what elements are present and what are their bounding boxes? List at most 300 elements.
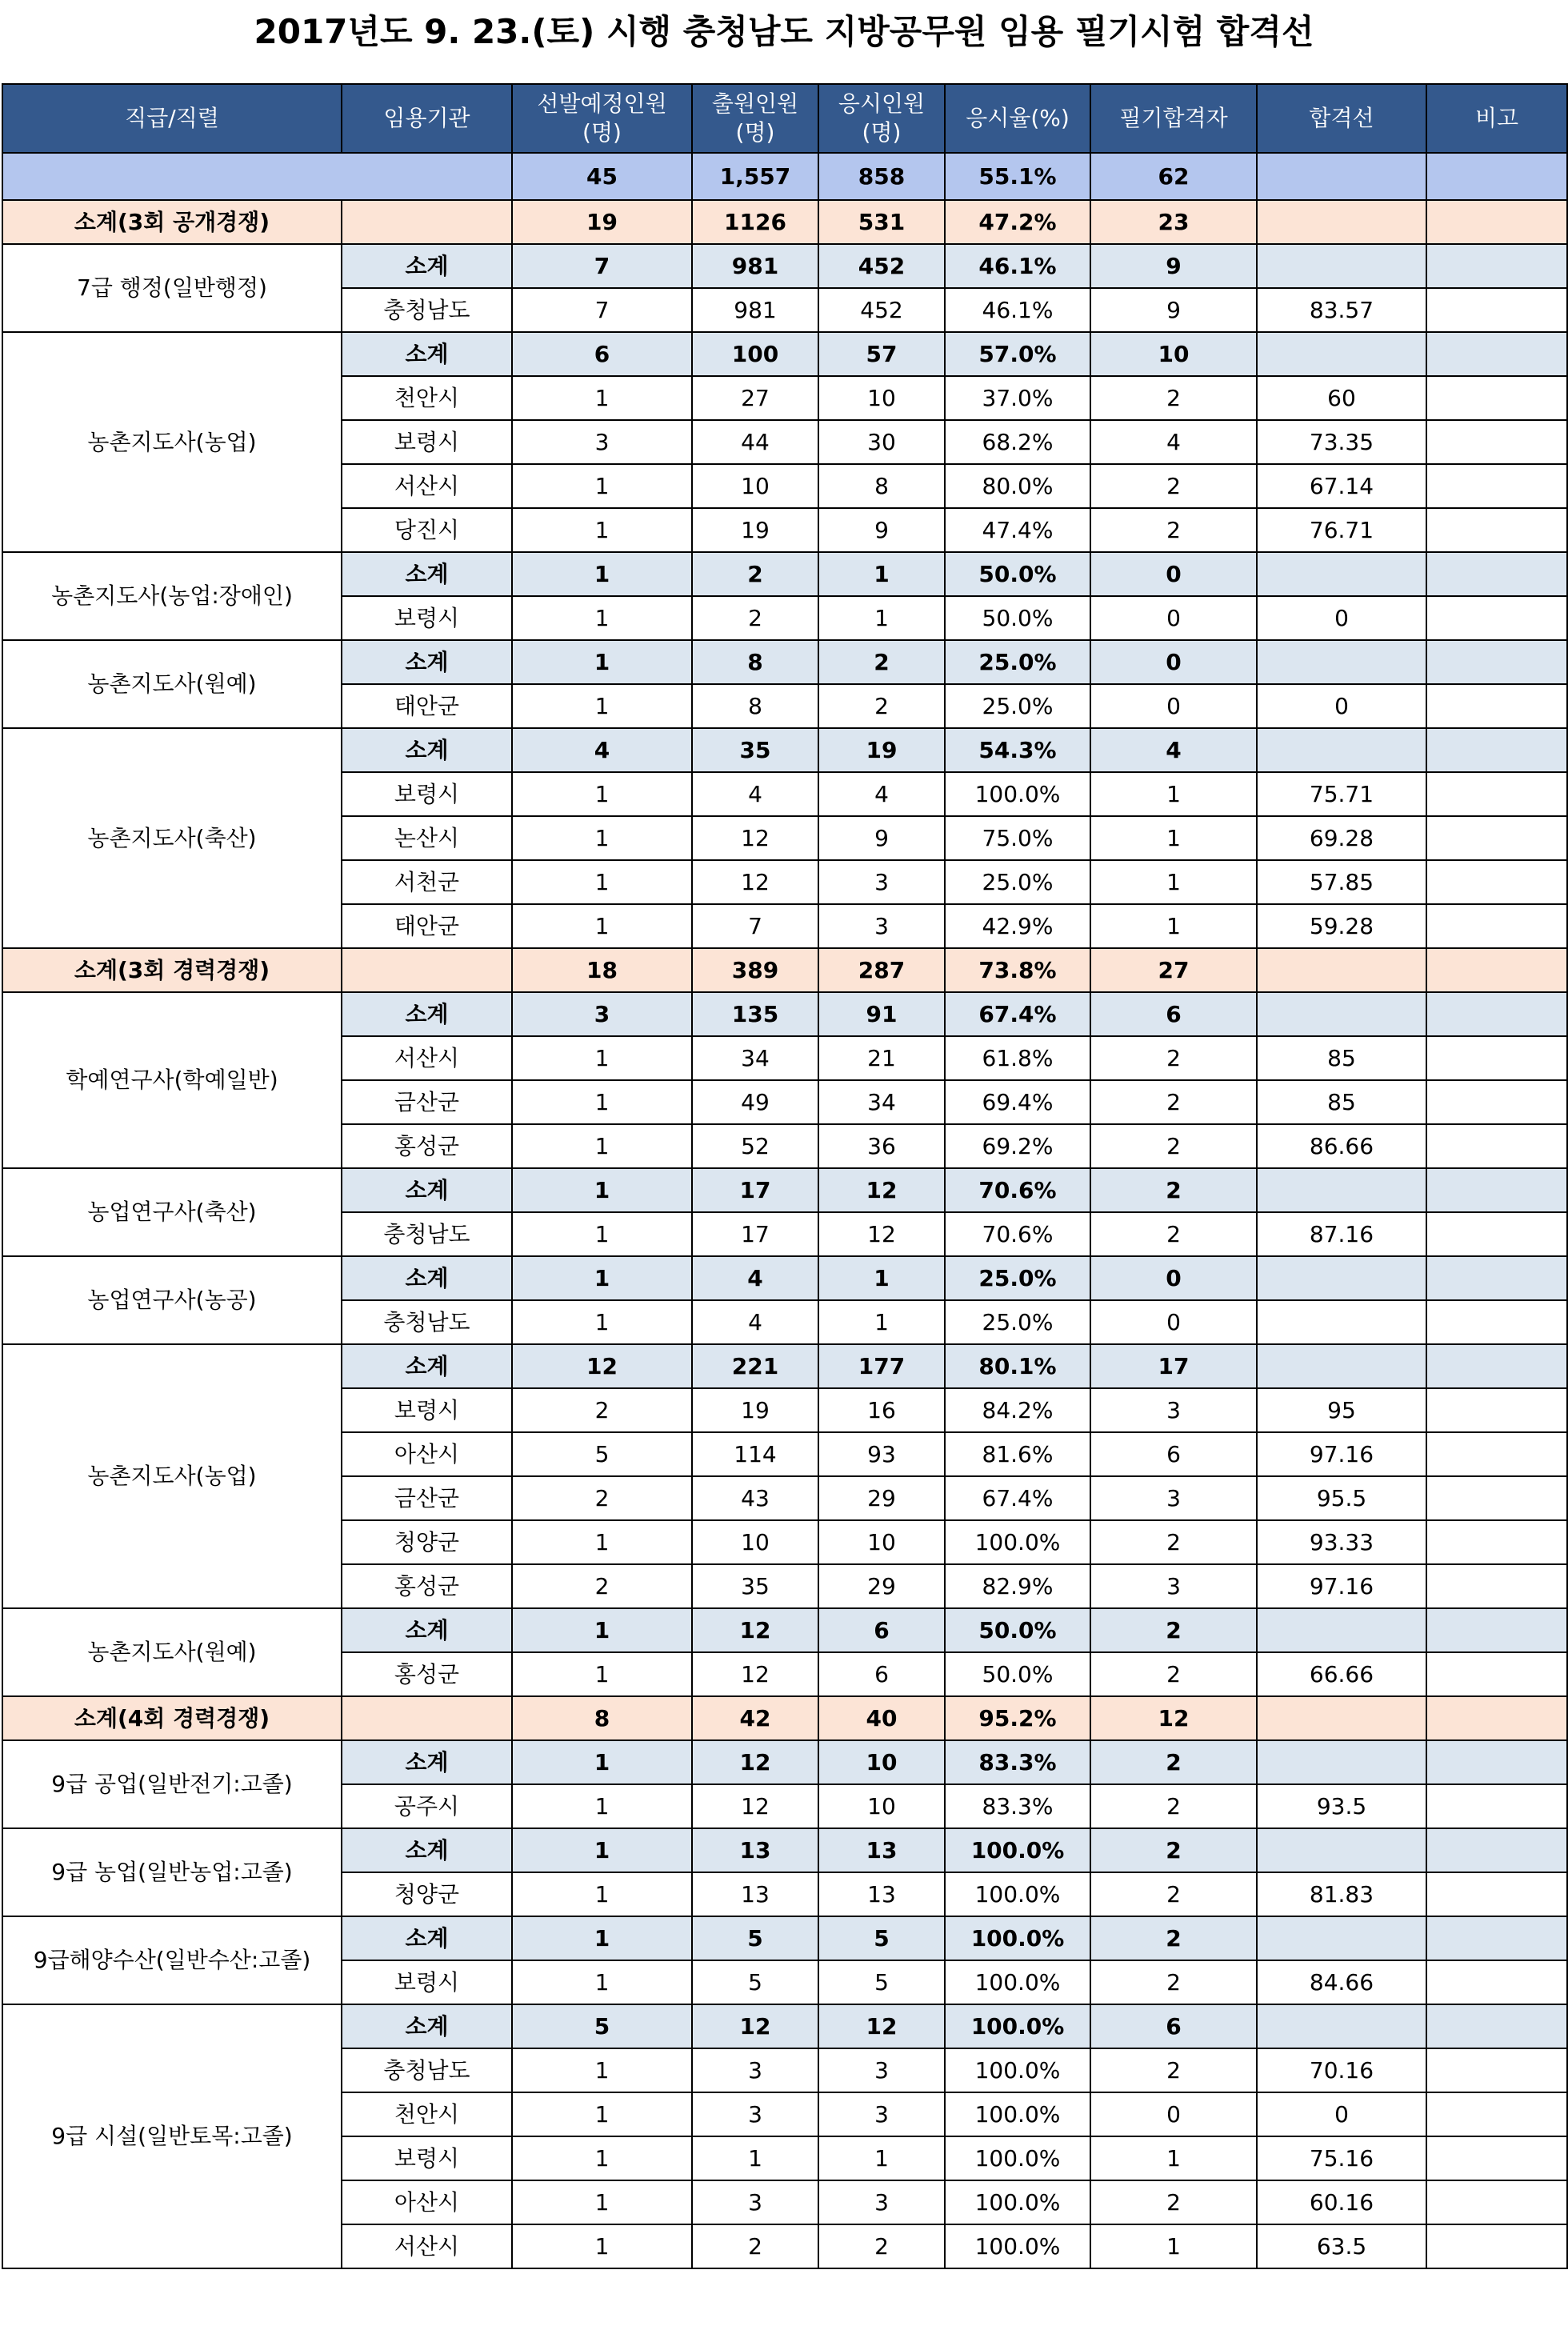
section-label: 소계(4회 경력경쟁): [2, 1696, 342, 1740]
table-cell: 10: [1090, 332, 1257, 376]
table-cell: 2: [1090, 1080, 1257, 1124]
table-cell: 2: [1090, 1872, 1257, 1916]
table-cell: 69.4%: [945, 1080, 1090, 1124]
section-cell: 42: [692, 1696, 818, 1740]
table-cell: 1: [818, 1256, 945, 1300]
agency-cell: 아산시: [342, 1432, 512, 1476]
table-cell: 91: [818, 992, 945, 1036]
table-cell: [1426, 1080, 1567, 1124]
table-cell: [1426, 904, 1567, 948]
agency-cell: 공주시: [342, 1784, 512, 1828]
table-cell: 2: [512, 1476, 692, 1520]
table-cell: 25.0%: [945, 1300, 1090, 1344]
section-label: 소계(3회 경력경쟁): [2, 948, 342, 992]
table-cell: 2: [1090, 2180, 1257, 2224]
table-cell: 0: [1090, 552, 1257, 596]
table-cell: 68.2%: [945, 420, 1090, 464]
agency-cell: 당진시: [342, 508, 512, 552]
table-cell: 34: [692, 1036, 818, 1080]
table-cell: 60.16: [1257, 2180, 1426, 2224]
table-cell: [1426, 1608, 1567, 1652]
table-cell: 100.0%: [945, 1872, 1090, 1916]
table-cell: 0: [1090, 684, 1257, 728]
table-cell: 3: [1090, 1564, 1257, 1608]
table-cell: 54.3%: [945, 728, 1090, 772]
agency-cell: 보령시: [342, 1960, 512, 2004]
table-cell: 12: [818, 1168, 945, 1212]
table-cell: 9: [818, 508, 945, 552]
table-cell: 9: [1090, 244, 1257, 288]
subtotal-row: [2, 1608, 1567, 1652]
table-cell: [1426, 1124, 1567, 1168]
table-cell: 93.5: [1257, 1784, 1426, 1828]
table-cell: 70.6%: [945, 1212, 1090, 1256]
table-cell: [1426, 728, 1567, 772]
table-cell: 2: [1090, 1036, 1257, 1080]
agency-cell: 보령시: [342, 1388, 512, 1432]
table-cell: [1257, 1608, 1426, 1652]
table-cell: 0: [1090, 1300, 1257, 1344]
table-cell: 10: [818, 1740, 945, 1784]
subtotal-row: [2, 728, 1567, 772]
table-cell: 1: [512, 1916, 692, 1960]
group-name: 9급 농업(일반농업:고졸): [2, 1828, 342, 1916]
table-cell: [1426, 420, 1567, 464]
table-cell: 10: [818, 1520, 945, 1564]
table-cell: 5: [692, 1960, 818, 2004]
table-cell: [1257, 332, 1426, 376]
table-cell: 8: [818, 464, 945, 508]
table-cell: 1: [512, 552, 692, 596]
agency-cell: 충청남도: [342, 1300, 512, 1344]
column-header: 선발예정인원 (명): [512, 84, 692, 153]
table-cell: 75.71: [1257, 772, 1426, 816]
table-cell: 0: [1257, 596, 1426, 640]
table-cell: 63.5: [1257, 2224, 1426, 2268]
section-cell: 73.8%: [945, 948, 1090, 992]
table-cell: 80.1%: [945, 1344, 1090, 1388]
table-cell: 85: [1257, 1036, 1426, 1080]
table-cell: 1: [512, 1300, 692, 1344]
agency-cell: 충청남도: [342, 2048, 512, 2092]
table-cell: 1: [818, 1300, 945, 1344]
section-cell: [1257, 1696, 1426, 1740]
table-cell: 10: [818, 376, 945, 420]
table-cell: 25.0%: [945, 1256, 1090, 1300]
column-header: 출원인원 (명): [692, 84, 818, 153]
table-cell: 0: [1257, 684, 1426, 728]
table-cell: 95: [1257, 1388, 1426, 1432]
table-cell: 60: [1257, 376, 1426, 420]
table-cell: 59.28: [1257, 904, 1426, 948]
section-cell: [342, 200, 512, 244]
table-cell: [1426, 1168, 1567, 1212]
table-cell: 75.0%: [945, 816, 1090, 860]
table-cell: 19: [692, 1388, 818, 1432]
section-cell: 8: [512, 1696, 692, 1740]
table-cell: 2: [1090, 1784, 1257, 1828]
agency-cell: 홍성군: [342, 1652, 512, 1696]
table-cell: 2: [1090, 1124, 1257, 1168]
table-cell: 2: [1090, 376, 1257, 420]
table-cell: 1: [512, 508, 692, 552]
table-cell: 10: [818, 1784, 945, 1828]
total-label: [2, 153, 512, 200]
table-cell: 95.5: [1257, 1476, 1426, 1520]
table-body: [2, 84, 1567, 2268]
table-cell: [1426, 1432, 1567, 1476]
table-cell: 35: [692, 728, 818, 772]
table-cell: 47.4%: [945, 508, 1090, 552]
table-cell: 17: [692, 1212, 818, 1256]
table-cell: 57.0%: [945, 332, 1090, 376]
table-cell: 5: [818, 1916, 945, 1960]
table-cell: [1426, 1828, 1567, 1872]
table-cell: 1: [1090, 2136, 1257, 2180]
table-cell: 4: [512, 728, 692, 772]
table-cell: 4: [1090, 728, 1257, 772]
table-cell: 69.2%: [945, 1124, 1090, 1168]
table-cell: 85: [1257, 1080, 1426, 1124]
table-cell: 0: [1090, 2092, 1257, 2136]
table-cell: 93: [818, 1432, 945, 1476]
section-cell: [342, 1696, 512, 1740]
table-cell: 50.0%: [945, 1652, 1090, 1696]
group-name: 농촌지도사(농업:장애인): [2, 552, 342, 640]
table-cell: 0: [1090, 1256, 1257, 1300]
section-row: [2, 1696, 1567, 1740]
table-cell: 1: [818, 596, 945, 640]
table-cell: [1426, 244, 1567, 288]
table-cell: 3: [818, 2180, 945, 2224]
table-cell: 1: [512, 2136, 692, 2180]
column-header: 응시인원 (명): [818, 84, 945, 153]
table-cell: 37.0%: [945, 376, 1090, 420]
table-cell: 100.0%: [945, 772, 1090, 816]
table-cell: 1: [512, 1784, 692, 1828]
table-cell: 5: [692, 1916, 818, 1960]
table-cell: 67.4%: [945, 992, 1090, 1036]
table-cell: 1: [512, 2092, 692, 2136]
table-cell: 12: [692, 1740, 818, 1784]
table-cell: 21: [818, 1036, 945, 1080]
table-cell: 67.14: [1257, 464, 1426, 508]
table-cell: [1257, 1256, 1426, 1300]
table-cell: 100.0%: [945, 1520, 1090, 1564]
table-cell: 6: [818, 1608, 945, 1652]
total-cell: 45: [512, 153, 692, 200]
table-cell: [1257, 244, 1426, 288]
table-cell: 1: [512, 1520, 692, 1564]
table-cell: [1426, 288, 1567, 332]
subtotal-row: [2, 1740, 1567, 1784]
table-cell: 2: [1090, 1520, 1257, 1564]
table-cell: 3: [692, 2048, 818, 2092]
section-row: [2, 200, 1567, 244]
table-cell: 80.0%: [945, 464, 1090, 508]
table-cell: 93.33: [1257, 1520, 1426, 1564]
column-header: 응시율(%): [945, 84, 1090, 153]
table-cell: 6: [818, 1652, 945, 1696]
table-cell: 1: [512, 640, 692, 684]
table-cell: 12: [512, 1344, 692, 1388]
column-header: 비고: [1426, 84, 1567, 153]
table-cell: 29: [818, 1476, 945, 1520]
table-cell: 3: [818, 2048, 945, 2092]
table-cell: 1: [512, 1256, 692, 1300]
table-cell: 17: [692, 1168, 818, 1212]
agency-cell: 소계: [342, 552, 512, 596]
table-cell: 61.8%: [945, 1036, 1090, 1080]
section-cell: 95.2%: [945, 1696, 1090, 1740]
table-cell: 0: [1090, 596, 1257, 640]
table-cell: 1: [512, 2180, 692, 2224]
table-cell: [1426, 1916, 1567, 1960]
table-cell: [1257, 640, 1426, 684]
agency-cell: 청양군: [342, 1872, 512, 1916]
table-cell: [1426, 1344, 1567, 1388]
subtotal-row: [2, 1828, 1567, 1872]
agency-cell: 소계: [342, 640, 512, 684]
table-cell: [1426, 1520, 1567, 1564]
table-cell: 2: [818, 684, 945, 728]
table-cell: 1: [512, 1652, 692, 1696]
agency-cell: 소계: [342, 992, 512, 1036]
table-cell: 100.0%: [945, 2048, 1090, 2092]
agency-cell: 보령시: [342, 772, 512, 816]
table-cell: 12: [692, 860, 818, 904]
table-cell: 1: [1090, 772, 1257, 816]
table-cell: 13: [692, 1828, 818, 1872]
table-cell: 30: [818, 420, 945, 464]
table-cell: 10: [692, 464, 818, 508]
agency-cell: 청양군: [342, 1520, 512, 1564]
table-cell: [1426, 1564, 1567, 1608]
table-cell: 5: [818, 1960, 945, 2004]
table-cell: 1: [512, 1740, 692, 1784]
agency-cell: 홍성군: [342, 1564, 512, 1608]
table-cell: 13: [818, 1872, 945, 1916]
table-cell: 2: [1090, 2048, 1257, 2092]
column-header: 필기합격자: [1090, 84, 1257, 153]
table-cell: [1426, 1652, 1567, 1696]
table-cell: [1257, 992, 1426, 1036]
agency-cell: 금산군: [342, 1476, 512, 1520]
table-cell: 46.1%: [945, 288, 1090, 332]
table-cell: 1: [1090, 860, 1257, 904]
table-cell: 7: [512, 288, 692, 332]
section-cell: 40: [818, 1696, 945, 1740]
table-cell: [1426, 1872, 1567, 1916]
table-cell: 1: [512, 1828, 692, 1872]
agency-cell: 보령시: [342, 2136, 512, 2180]
header-row: [2, 84, 1567, 153]
table-cell: [1257, 1300, 1426, 1344]
table-cell: 36: [818, 1124, 945, 1168]
table-cell: [1426, 2048, 1567, 2092]
agency-cell: 소계: [342, 1256, 512, 1300]
table-cell: 12: [818, 1212, 945, 1256]
section-cell: 18: [512, 948, 692, 992]
table-cell: 981: [692, 244, 818, 288]
agency-cell: 천안시: [342, 376, 512, 420]
table-cell: 84.66: [1257, 1960, 1426, 2004]
table-cell: [1426, 860, 1567, 904]
table-cell: 50.0%: [945, 1608, 1090, 1652]
table-cell: [1426, 1740, 1567, 1784]
table-cell: [1426, 2180, 1567, 2224]
table-cell: 9: [818, 816, 945, 860]
table-cell: 69.28: [1257, 816, 1426, 860]
table-cell: 4: [818, 772, 945, 816]
table-cell: 100.0%: [945, 2224, 1090, 2268]
table-cell: [1426, 2224, 1567, 2268]
table-cell: 34: [818, 1080, 945, 1124]
table-cell: 1: [512, 1608, 692, 1652]
subtotal-row: [2, 1168, 1567, 1212]
table-cell: 2: [1090, 1916, 1257, 1960]
section-cell: [1426, 948, 1567, 992]
table-cell: 17: [1090, 1344, 1257, 1388]
agency-cell: 소계: [342, 1828, 512, 1872]
table-cell: 1: [1090, 816, 1257, 860]
table-cell: [1426, 1476, 1567, 1520]
agency-cell: 소계: [342, 728, 512, 772]
table-cell: [1257, 552, 1426, 596]
agency-cell: 소계: [342, 1740, 512, 1784]
agency-cell: 아산시: [342, 2180, 512, 2224]
table-cell: [1426, 1300, 1567, 1344]
group-name: 농촌지도사(농업): [2, 332, 342, 552]
agency-cell: 소계: [342, 2004, 512, 2048]
table-cell: [1426, 1036, 1567, 1080]
table-cell: 1: [512, 2224, 692, 2268]
agency-cell: 논산시: [342, 816, 512, 860]
table-cell: 1: [512, 904, 692, 948]
subtotal-row: [2, 1916, 1567, 1960]
total-cell: 858: [818, 153, 945, 200]
table-cell: 66.66: [1257, 1652, 1426, 1696]
table-cell: 12: [692, 1652, 818, 1696]
table-cell: 42.9%: [945, 904, 1090, 948]
table-cell: 12: [692, 1784, 818, 1828]
section-cell: 27: [1090, 948, 1257, 992]
table-cell: [1426, 1960, 1567, 2004]
table-cell: [1426, 1388, 1567, 1432]
table-cell: 2: [512, 1388, 692, 1432]
table-cell: 29: [818, 1564, 945, 1608]
table-cell: 50.0%: [945, 596, 1090, 640]
table-cell: 1: [512, 1960, 692, 2004]
table-cell: 12: [692, 816, 818, 860]
table-cell: [1426, 684, 1567, 728]
table-cell: 452: [818, 244, 945, 288]
table-cell: 4: [692, 1256, 818, 1300]
table-cell: 2: [1090, 1168, 1257, 1212]
section-cell: [342, 948, 512, 992]
agency-cell: 태안군: [342, 904, 512, 948]
agency-cell: 홍성군: [342, 1124, 512, 1168]
table-cell: 4: [1090, 420, 1257, 464]
table-cell: 1: [512, 1212, 692, 1256]
total-row: [2, 153, 1567, 200]
table-cell: 25.0%: [945, 684, 1090, 728]
agency-cell: 서산시: [342, 1036, 512, 1080]
table-cell: 57.85: [1257, 860, 1426, 904]
table-cell: 83.3%: [945, 1740, 1090, 1784]
table-cell: 16: [818, 1388, 945, 1432]
table-cell: 76.71: [1257, 508, 1426, 552]
table-cell: 81.6%: [945, 1432, 1090, 1476]
table-cell: 221: [692, 1344, 818, 1388]
table-cell: 1: [512, 772, 692, 816]
table-cell: 0: [1090, 640, 1257, 684]
table-cell: 19: [692, 508, 818, 552]
table-cell: 2: [1090, 1740, 1257, 1784]
agency-cell: 태안군: [342, 684, 512, 728]
table-cell: 8: [692, 640, 818, 684]
table-cell: 83.3%: [945, 1784, 1090, 1828]
table-cell: 46.1%: [945, 244, 1090, 288]
table-cell: 8: [692, 684, 818, 728]
table-cell: [1426, 816, 1567, 860]
group-name: 9급 시설(일반토목:고졸): [2, 2004, 342, 2268]
total-cell: 1,557: [692, 153, 818, 200]
table-cell: 1: [512, 684, 692, 728]
agency-cell: 소계: [342, 244, 512, 288]
section-cell: [1257, 200, 1426, 244]
table-cell: 2: [818, 640, 945, 684]
table-cell: 35: [692, 1564, 818, 1608]
section-cell: 1126: [692, 200, 818, 244]
group-name: 농업연구사(농공): [2, 1256, 342, 1344]
total-cell: 55.1%: [945, 153, 1090, 200]
table-cell: 1: [1090, 2224, 1257, 2268]
agency-cell: 소계: [342, 1344, 512, 1388]
table-cell: 87.16: [1257, 1212, 1426, 1256]
agency-cell: 서천군: [342, 860, 512, 904]
table-cell: 135: [692, 992, 818, 1036]
table-cell: 1: [1090, 904, 1257, 948]
table-cell: 1: [512, 464, 692, 508]
agency-cell: 천안시: [342, 2092, 512, 2136]
table-cell: 83.57: [1257, 288, 1426, 332]
table-cell: 100.0%: [945, 2004, 1090, 2048]
group-name: 농업연구사(축산): [2, 1168, 342, 1256]
group-name: 농촌지도사(농업): [2, 1344, 342, 1608]
agency-cell: 보령시: [342, 596, 512, 640]
table-cell: 12: [692, 2004, 818, 2048]
agency-cell: 보령시: [342, 420, 512, 464]
table-cell: 9: [1090, 288, 1257, 332]
table-cell: 1: [512, 596, 692, 640]
table-cell: 13: [692, 1872, 818, 1916]
table-cell: 452: [818, 288, 945, 332]
table-cell: 2: [1090, 1212, 1257, 1256]
page-title: 2017년도 9. 23.(토) 시행 충청남도 지방공무원 임용 필기시험 합격선: [254, 12, 1314, 51]
section-cell: 531: [818, 200, 945, 244]
table-cell: [1426, 376, 1567, 420]
table-cell: 1: [512, 1168, 692, 1212]
table-cell: 5: [512, 1432, 692, 1476]
exam-results-table: [2, 83, 1568, 2269]
table-cell: 2: [1090, 1828, 1257, 1872]
section-cell: [1426, 200, 1567, 244]
column-header: 합격선: [1257, 84, 1426, 153]
group-name: 농촌지도사(원예): [2, 1608, 342, 1696]
table-cell: 19: [818, 728, 945, 772]
group-name: 9급해양수산(일반수산:고졸): [2, 1916, 342, 2004]
